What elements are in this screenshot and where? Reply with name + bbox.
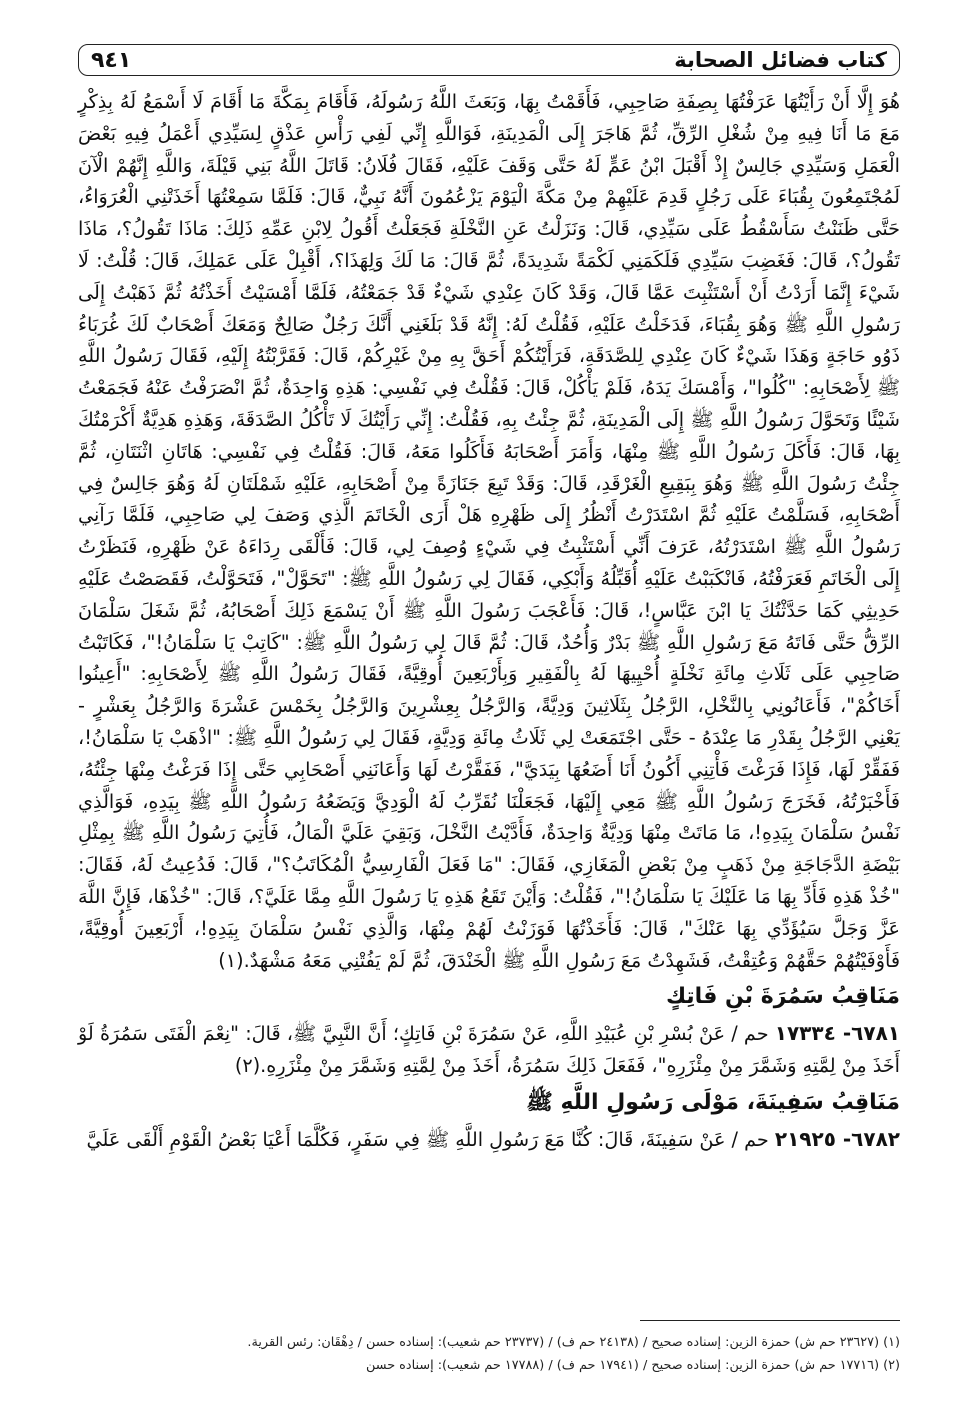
main-text <box>78 86 900 1156</box>
section-heading-safina: مَنَاقِبُ سَفِينَةَ، مَوْلَى رَسُولِ اللَّهِ ﷺ <box>526 1089 900 1115</box>
hadith-text: / عَنْ سَفِينَةَ، قَالَ: كُنَّا مَعَ رَسُولِ اللَّهِ ﷺ فِي سَفَرٍ، فَكُلَّمَا أَعْيَا بَعْضُ الْقَوْمِ أَلْقَى عَلَيَّ <box>86 1127 738 1151</box>
hadith-continuation-paragraph: هُوَ إِلَّا أَنْ رَأَيْتُهَا عَرَفْتُهَا بِصِفَةِ صَاحِبِي، فَأَقَمْتُ بِهَا، وَبَعَثَ اللَّهُ رَسُولَهُ، فَأَقَامَ بِمَكَّةَ مَا أَقَامَ لَا أَسْمَعُ لَهُ بِذِكْرٍ مَعَ مَا أَنَا فِيهِ مِنْ شُغْلِ الرِّقِّ، ثُمَّ هَاجَرَ إِلَى الْمَدِينَةِ، فَوَاللَّهِ إِنِّي لَفِي رَأْسِ عَذْقٍ لِسَيِّدِي أَعْمَلُ فِيهِ بَعْضَ الْعَمَلِ وَسَيِّدِي جَالِسٌ إِذْ أَقْبَلَ ابْنُ عَمٍّ لَهُ حَتَّى وَقَفَ عَلَيْهِ، فَقَالَ فُلَانُ: قَاتَلَ اللَّهُ بَنِي قَيْلَةَ، وَاللَّهِ إِنَّهُمْ الْآنَ لَمُجْتَمِعُونَ بِقُبَاءَ عَلَى رَجُلٍ قَدِمَ عَلَيْهِمْ مِنْ مَكَّةَ الْيَوْمَ يَزْعُمُونَ أَنَّهُ نَبِيٌّ، قَالَ: فَلَمَّا سَمِعْتُهَا أَخَذَتْنِي الْعُرَوَاءُ، حَتَّى ظَنَنْتُ سَأَسْقُطُ عَلَى سَيِّدِي، قَالَ: وَنَزَلْتُ عَنِ النَّخْلَةِ فَجَعَلْتُ أَقُولُ لِابْنِ عَمِّهِ ذَلِكَ: مَاذَا تَقُولُ؟، مَاذَا تَقُولُ؟، قَالَ: فَغَضِبَ سَيِّدِي فَلَكَمَنِي لَكْمَةً شَدِيدَةً، ثُمَّ قَالَ: مَا لَكَ وَلِهَذَا؟، أَقْبِلْ عَلَى عَمَلِكَ، قَالَ: قُلْتُ: لَا شَيْءَ إِنَّمَا أَرَدْتُ أَنْ أَسْتَثْبِتَ عَمَّا قَالَ، وَقَدْ كَانَ عِنْدِي شَيْءٌ قَدْ جَمَعْتُهُ، فَلَمَّا أَمْسَيْتُ أَخَذْتُهُ ثُمَّ ذَهَبْتُ إِلَى رَسُولِ اللَّهِ ﷺ وَهُوَ بِقُبَاءَ، فَدَخَلْتُ عَلَيْهِ، فَقُلْتُ لَهُ: إِنَّهُ قَدْ بَلَغَنِي أَنَّكَ رَجُلٌ صَالِحٌ وَمَعَكَ أَصْحَابٌ لَكَ غُرَبَاءُ ذَوُو حَاجَةٍ وَهَذَا شَيْءٌ كَانَ عِنْدِي لِلصَّدَقَةِ، فَرَأَيْتُكُمْ أَحَقَّ بِهِ مِنْ غَيْرِكُمْ، قَالَ: فَقَرَّبْتُهُ إِلَيْهِ، فَقَالَ رَسُولُ اللَّهِ ﷺ لِأَصْحَابِهِ: "كُلُوا"، وَأَمْسَكَ يَدَهُ، فَلَمْ يَأْكُلْ، قَالَ: فَقُلْتُ فِي نَفْسِي: هَذِهِ وَاحِدَةٌ، ثُمَّ انْصَرَفْتُ عَنْهُ فَجَمَعْتُ شَيْئًا وَتَحَوَّلَ رَسُولُ اللَّهِ ﷺ إِلَى الْمَدِينَةِ، ثُمَّ جِئْتُ بِهِ، فَقُلْتُ: إِنِّي رَأَيْتُكَ لَا تَأْكُلُ الصَّدَقَةَ، وَهَذِهِ هَدِيَّةٌ أَكْرَمْتُكَ بِهَا، قَالَ: فَأَكَلَ رَسُولُ اللَّهِ ﷺ مِنْهَا، وَأَمَرَ أَصْحَابَهُ فَأَكَلُوا مَعَهُ، قَالَ: فَقُلْتُ فِي نَفْسِي: هَاتَانِ اثْنَتَانِ، ثُمَّ جِئْتُ رَسُولَ اللَّهِ ﷺ وَهُوَ بِبَقِيعِ الْغَرْقَدِ، قَالَ: وَقَدْ تَبِعَ جَنَازَةً مِنْ أَصْحَابِهِ، عَلَيْهِ شَمْلَتَانِ لَهُ وَهُوَ جَالِسٌ فِي أَصْحَابِهِ، فَسَلَّمْتُ عَلَيْهِ ثُمَّ اسْتَدَرْتُ أَنْظُرُ إِلَى ظَهْرِهِ هَلْ أَرَى الْخَاتَمَ الَّذِي وَصَفَ لِي صَاحِبِي، فَلَمَّا رَآنِي رَسُولُ اللَّهِ ﷺ اسْتَدَرْتُهُ، عَرَفَ أَنِّي أَسْتَثْبِتُ فِي شَيْءٍ وُصِفَ لِي، قَالَ: فَأَلْقَى رِدَاءَهُ عَنْ ظَهْرِهِ، فَنَظَرْتُ إِلَى الْخَاتَمِ فَعَرَفْتُهُ، فَانْكَبَبْتُ عَلَيْهِ أُقَبِّلُهُ وَأَبْكِي، فَقَالَ لِي رَسُولُ اللَّهِ ﷺ: "تَحَوَّلْ"، فَتَحَوَّلْتُ، فَقَصَصْتُ عَلَيْهِ حَدِيثِي كَمَا حَدَّثْتُكَ يَا ابْنَ عَبَّاسٍ!، قَالَ: فَأَعْجَبَ رَسُولَ اللَّهِ ﷺ أَنْ يَسْمَعَ ذَلِكَ أَصْحَابُهُ، ثُمَّ شَغَلَ سَلْمَانَ الرِّقُّ حَتَّى فَاتَهُ مَعَ رَسُولِ اللَّهِ ﷺ بَدْرٌ وَأُحُدٌ، قَالَ: ثُمَّ قَالَ لِي رَسُولُ اللَّهِ ﷺ: "كَاتِبْ يَا سَلْمَانُ!"، فَكَاتَبْتُ صَاحِبِي عَلَى ثَلَاثِ مِائَةِ نَخْلَةٍ أُحْيِيهَا لَهُ بِالْفَقِيرِ وَبِأَرْبَعِينَ أُوقِيَّةً، فَقَالَ رَسُولُ اللَّهِ ﷺ لِأَصْحَابِهِ: "أَعِينُوا أَخَاكُمْ"، فَأَعَانُونِي بِالنَّخْلِ، الرَّجُلُ بِثَلَاثِينَ وَدِيَّةً، وَالرَّجُلُ بِعِشْرِينَ وَالرَّجُلُ بِخَمْسَ عَشْرَةَ وَالرَّجُلُ بِعَشْرٍ - يَعْنِي الرَّجُلُ بِقَدْرِ مَا عِنْدَهُ - حَتَّى اجْتَمَعَتْ لِي ثَلَاثُ مِائَةِ وَدِيَّةٍ، فَقَالَ لِي رَسُولُ اللَّهِ ﷺ: "اذْهَبْ يَا سَلْمَانُ!، فَفَقِّرْ لَهَا، فَإِذَا فَرَغْتَ فَأْتِنِي أَكُونُ أَنَا أَضَعُهَا بِيَدَيَّ"، فَفَقَّرْتُ لَهَا وَأَعَانَنِي أَصْحَابِي حَتَّى إِذَا فَرَغْتُ مِنْهَا جِئْتُهُ، فَأَخْبَرْتُهُ، فَخَرَجَ رَسُولُ اللَّهِ ﷺ مَعِي إِلَيْهَا، فَجَعَلْنَا نُقَرِّبُ لَهُ الْوَدِيَّ وَيَضَعُهُ رَسُولُ اللَّهِ ﷺ بِيَدِهِ، فَوَالَّذِي نَفْسُ سَلْمَانَ بِيَدِهِ!، مَا مَاتَتْ مِنْهَا وَدِيَّةٌ وَاحِدَةٌ، فَأَدَّيْتُ النَّخْلَ، وَبَقِيَ عَلَيَّ الْمَالُ، فَأُتِيَ رَسُولُ اللَّهِ ﷺ بِمِثْلِ بَيْضَةِ الدَّجَاجَةِ مِنْ ذَهَبٍ مِنْ بَعْضِ الْمَغَازِي، فَقَالَ: "مَا فَعَلَ الْفَارِسِيُّ الْمُكَاتَبُ؟"، قَالَ: فَدُعِيتُ لَهُ، فَقَالَ: "خُذْ هَذِهِ فَأَدِّ بِهَا مَا عَلَيْكَ يَا سَلْمَانُ!"، فَقُلْتُ: وَأَيْنَ تَقَعُ هَذِهِ يَا رَسُولَ اللَّهِ مِمَّا عَلَيَّ؟، قَالَ: "خُذْهَا، فَإِنَّ اللَّهَ عَزَّ وَجَلَّ سَيُؤَدِّي بِهَا عَنْكَ"، قَالَ: فَأَخَذْتُهَا فَوَزَنْتُ لَهُمْ مِنْهَا، وَالَّذِي نَفْسُ سَلْمَانَ بِيَدِهِ!، أَرْبَعِينَ أُوقِيَّةً، فَأَوْفَيْتُهُمْ حَقَّهُمْ وَعُتِقْتُ، فَشَهِدْتُ مَعَ رَسُولِ اللَّهِ ﷺ الْخَنْدَقَ، ثُمَّ لَمْ يَفُتْنِي مَعَهُ مَشْهَدٌ.(١) <box>78 90 900 972</box>
page-number: ٩٤١ <box>91 47 132 73</box>
footnote-1: (١) (٢٣٦٢٧ حم ش) حمزة الزين: إسناده صحيح / (٢٤١٣٨ حم ف) / (٢٣٧٣٧ حم شعيب): إسناده حسن / دِهْقَان: رئس القرية. <box>247 1335 900 1350</box>
hadith-6781 <box>78 1018 900 1082</box>
hadith-text: / عَنْ بُسْرِ بْنِ عُبَيْدِ اللَّهِ، عَنْ سَمُرَةَ بْنِ فَاتِكٍ؛ أَنَّ النَّبِيَّ ﷺ، قَالَ: "نِعْمَ الْفَتَى سَمُرَةُ لَوْ أَخَذَ مِنْ لِمَّتِهِ وَشَمَّرَ مِنْ مِئْزَرِهِ"، فَفَعَلَ ذَلِكَ سَمُرَةُ، أَخَذَ مِنْ لِمَّتِهِ وَشَمَّرَ مِنْ مِئْزَرِهِ.(٢) <box>78 1022 900 1078</box>
book-page <box>78 44 900 1384</box>
page-header <box>78 44 900 76</box>
book-title: كتاب فضائل الصحابة <box>674 48 887 72</box>
footnote-2: (٢) (١٧٧١٦ حم ش) حمزة الزين: إسناده صحيح / (١٧٩٤١ حم ف) / (١٧٧٨٨ حم شعيب): إسناده حسن <box>366 1358 900 1373</box>
hadith-number: ٦٧٨١- ١٧٣٣٤ <box>774 1021 900 1046</box>
footnote-divider <box>640 1320 900 1321</box>
footnotes <box>78 1320 900 1377</box>
section-heading-samura: مَنَاقِبُ سَمُرَةَ بْنِ فَاتِكٍ <box>665 984 900 1010</box>
hadith-source: حم <box>744 1127 769 1151</box>
hadith-source: حم <box>743 1022 769 1046</box>
hadith-6782 <box>78 1124 900 1156</box>
hadith-number: ٦٧٨٢- ٢١٩٢٥ <box>774 1126 900 1151</box>
